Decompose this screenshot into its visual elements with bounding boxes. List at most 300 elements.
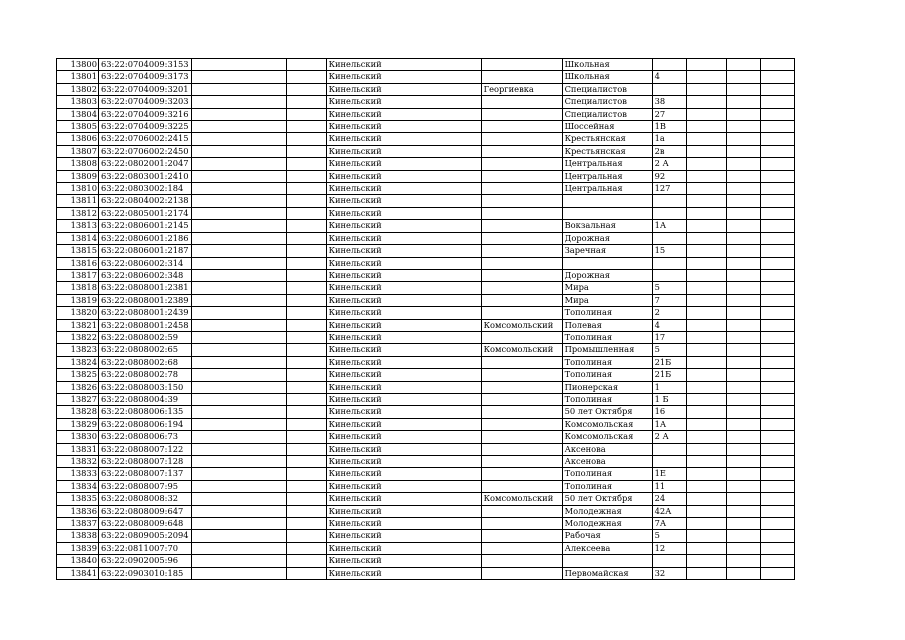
house-number-cell: 21Б [652, 356, 686, 368]
settlement-cell [481, 567, 562, 579]
empty-cell [726, 431, 760, 443]
settlement-cell [481, 406, 562, 418]
row-number-cell: 13820 [57, 307, 99, 319]
house-number-cell: 1А [652, 418, 686, 430]
empty-cell [726, 542, 760, 554]
empty-cell [686, 158, 726, 170]
house-number-cell [652, 456, 686, 468]
empty-cell [286, 567, 326, 579]
row-number-cell: 13806 [57, 133, 99, 145]
cadastral-number-cell: 63:22:0808002:65 [99, 344, 192, 356]
district-cell: Кинельский [326, 269, 481, 281]
row-number-cell: 13815 [57, 245, 99, 257]
house-number-cell: 15 [652, 245, 686, 257]
empty-cell [686, 555, 726, 567]
district-cell: Кинельский [326, 121, 481, 133]
empty-cell [760, 381, 794, 393]
empty-cell [726, 83, 760, 95]
empty-cell [191, 344, 286, 356]
settlement-cell [481, 555, 562, 567]
empty-cell [760, 555, 794, 567]
table-row [57, 505, 795, 517]
district-cell: Кинельский [326, 145, 481, 157]
cadastral-number-cell: 63:22:0808003:150 [99, 381, 192, 393]
row-number-cell: 13804 [57, 108, 99, 120]
empty-cell [686, 307, 726, 319]
district-cell: Кинельский [326, 158, 481, 170]
street-cell: Мира [562, 282, 652, 294]
row-number-cell: 13819 [57, 294, 99, 306]
cadastral-number-cell: 63:22:0802001:2047 [99, 158, 192, 170]
empty-cell [191, 406, 286, 418]
empty-cell [726, 245, 760, 257]
table-row [57, 555, 795, 567]
empty-cell [286, 145, 326, 157]
house-number-cell [652, 232, 686, 244]
street-cell: Тополиная [562, 369, 652, 381]
empty-cell [726, 530, 760, 542]
empty-cell [286, 269, 326, 281]
empty-cell [686, 505, 726, 517]
empty-cell [686, 232, 726, 244]
empty-cell [760, 170, 794, 182]
street-cell: Дорожная [562, 269, 652, 281]
empty-cell [726, 307, 760, 319]
cadastral-number-cell: 63:22:0808007:95 [99, 480, 192, 492]
table-row [57, 96, 795, 108]
cadastral-number-cell: 63:22:0704009:3203 [99, 96, 192, 108]
house-number-cell [652, 555, 686, 567]
empty-cell [686, 121, 726, 133]
empty-cell [191, 542, 286, 554]
settlement-cell [481, 158, 562, 170]
settlement-cell [481, 59, 562, 71]
empty-cell [760, 505, 794, 517]
house-number-cell: 32 [652, 567, 686, 579]
house-number-cell [652, 443, 686, 455]
district-cell: Кинельский [326, 96, 481, 108]
cadastral-number-cell: 63:22:0808009:648 [99, 518, 192, 530]
house-number-cell: 1 [652, 381, 686, 393]
street-cell [562, 207, 652, 219]
cadastral-number-cell: 63:22:0903010:185 [99, 567, 192, 579]
empty-cell [726, 183, 760, 195]
settlement-cell: Комсомольский [481, 344, 562, 356]
district-cell: Кинельский [326, 232, 481, 244]
row-number-cell: 13825 [57, 369, 99, 381]
table-row [57, 319, 795, 331]
street-cell: Тополиная [562, 480, 652, 492]
empty-cell [686, 170, 726, 182]
row-number-cell: 13801 [57, 71, 99, 83]
empty-cell [286, 71, 326, 83]
empty-cell [286, 83, 326, 95]
row-number-cell: 13812 [57, 207, 99, 219]
settlement-cell [481, 518, 562, 530]
district-cell: Кинельский [326, 344, 481, 356]
street-cell: Тополиная [562, 356, 652, 368]
street-cell: Полевая [562, 319, 652, 331]
empty-cell [726, 406, 760, 418]
street-cell: Молодежная [562, 505, 652, 517]
empty-cell [726, 170, 760, 182]
cadastral-number-cell: 63:22:0704009:3153 [99, 59, 192, 71]
table-row [57, 431, 795, 443]
empty-cell [686, 518, 726, 530]
empty-cell [286, 418, 326, 430]
empty-cell [686, 493, 726, 505]
empty-cell [686, 133, 726, 145]
cadastral-number-cell: 63:22:0706002:2415 [99, 133, 192, 145]
empty-cell [686, 393, 726, 405]
empty-cell [726, 269, 760, 281]
street-cell: Комсомольская [562, 418, 652, 430]
settlement-cell [481, 381, 562, 393]
empty-cell [191, 530, 286, 542]
street-cell: Специалистов [562, 83, 652, 95]
settlement-cell [481, 96, 562, 108]
empty-cell [191, 232, 286, 244]
district-cell: Кинельский [326, 456, 481, 468]
street-cell: Школьная [562, 59, 652, 71]
house-number-cell: 21Б [652, 369, 686, 381]
empty-cell [286, 319, 326, 331]
house-number-cell: 1 Б [652, 393, 686, 405]
empty-cell [286, 331, 326, 343]
empty-cell [686, 183, 726, 195]
empty-cell [760, 71, 794, 83]
empty-cell [760, 121, 794, 133]
empty-cell [286, 369, 326, 381]
settlement-cell [481, 431, 562, 443]
empty-cell [286, 431, 326, 443]
settlement-cell [481, 468, 562, 480]
street-cell: Аксенова [562, 456, 652, 468]
empty-cell [726, 108, 760, 120]
street-cell: Центральная [562, 158, 652, 170]
empty-cell [686, 96, 726, 108]
cadastral-number-cell: 63:22:0808001:2389 [99, 294, 192, 306]
table-row [57, 245, 795, 257]
street-cell: Тополиная [562, 393, 652, 405]
street-cell: Аксенова [562, 443, 652, 455]
table-row [57, 518, 795, 530]
district-cell: Кинельский [326, 369, 481, 381]
street-cell: Промышленная [562, 344, 652, 356]
empty-cell [726, 145, 760, 157]
district-cell: Кинельский [326, 530, 481, 542]
street-cell: Дорожная [562, 232, 652, 244]
table-row [57, 232, 795, 244]
table-row [57, 195, 795, 207]
settlement-cell [481, 294, 562, 306]
empty-cell [760, 456, 794, 468]
table-row [57, 133, 795, 145]
row-number-cell: 13833 [57, 468, 99, 480]
street-cell [562, 257, 652, 269]
settlement-cell [481, 356, 562, 368]
row-number-cell: 13800 [57, 59, 99, 71]
empty-cell [191, 108, 286, 120]
empty-cell [726, 232, 760, 244]
cadastral-number-cell: 63:22:0808001:2458 [99, 319, 192, 331]
district-cell: Кинельский [326, 567, 481, 579]
house-number-cell: 42А [652, 505, 686, 517]
table-row [57, 269, 795, 281]
cadastral-number-cell: 63:22:0706002:2450 [99, 145, 192, 157]
district-cell: Кинельский [326, 195, 481, 207]
cadastral-number-cell: 63:22:0803001:2410 [99, 170, 192, 182]
empty-cell [760, 245, 794, 257]
table-row [57, 71, 795, 83]
row-number-cell: 13807 [57, 145, 99, 157]
cadastral-number-cell: 63:22:0902005:96 [99, 555, 192, 567]
district-cell: Кинельский [326, 71, 481, 83]
house-number-cell [652, 257, 686, 269]
empty-cell [286, 356, 326, 368]
street-cell: Шоссейная [562, 121, 652, 133]
row-number-cell: 13817 [57, 269, 99, 281]
house-number-cell: 92 [652, 170, 686, 182]
house-number-cell: 2 [652, 307, 686, 319]
empty-cell [726, 71, 760, 83]
cadastral-number-cell: 63:22:0808006:135 [99, 406, 192, 418]
empty-cell [191, 431, 286, 443]
empty-cell [286, 183, 326, 195]
empty-cell [686, 257, 726, 269]
table-row [57, 567, 795, 579]
empty-cell [286, 530, 326, 542]
house-number-cell: 1В [652, 121, 686, 133]
street-cell: Комсомольская [562, 431, 652, 443]
row-number-cell: 13838 [57, 530, 99, 542]
empty-cell [726, 393, 760, 405]
empty-cell [726, 468, 760, 480]
empty-cell [760, 418, 794, 430]
empty-cell [286, 505, 326, 517]
table-row [57, 207, 795, 219]
empty-cell [760, 542, 794, 554]
street-cell: Школьная [562, 71, 652, 83]
street-cell: Тополиная [562, 331, 652, 343]
empty-cell [726, 96, 760, 108]
house-number-cell [652, 269, 686, 281]
settlement-cell [481, 282, 562, 294]
empty-cell [686, 319, 726, 331]
empty-cell [726, 480, 760, 492]
empty-cell [760, 518, 794, 530]
house-number-cell: 1Е [652, 468, 686, 480]
row-number-cell: 13802 [57, 83, 99, 95]
empty-cell [286, 245, 326, 257]
district-cell: Кинельский [326, 493, 481, 505]
empty-cell [726, 493, 760, 505]
house-number-cell: 5 [652, 530, 686, 542]
district-cell: Кинельский [326, 418, 481, 430]
cadastral-number-cell: 63:22:0805001:2174 [99, 207, 192, 219]
empty-cell [191, 443, 286, 455]
empty-cell [191, 356, 286, 368]
cadastral-number-cell: 63:22:0803002:184 [99, 183, 192, 195]
cadastral-number-cell: 63:22:0808001:2439 [99, 307, 192, 319]
settlement-cell [481, 257, 562, 269]
settlement-cell: Георгиевка [481, 83, 562, 95]
street-cell: Рабочая [562, 530, 652, 542]
cadastral-number-cell: 63:22:0808002:78 [99, 369, 192, 381]
settlement-cell [481, 505, 562, 517]
empty-cell [726, 158, 760, 170]
row-number-cell: 13841 [57, 567, 99, 579]
row-number-cell: 13837 [57, 518, 99, 530]
empty-cell [191, 71, 286, 83]
empty-cell [726, 356, 760, 368]
empty-cell [686, 220, 726, 232]
cadastral-number-cell: 63:22:0704009:3216 [99, 108, 192, 120]
settlement-cell [481, 195, 562, 207]
empty-cell [726, 294, 760, 306]
table-body [57, 59, 795, 580]
empty-cell [726, 418, 760, 430]
table-row [57, 456, 795, 468]
street-cell: Пионерская [562, 381, 652, 393]
empty-cell [760, 307, 794, 319]
empty-cell [760, 96, 794, 108]
empty-cell [286, 282, 326, 294]
district-cell: Кинельский [326, 393, 481, 405]
empty-cell [686, 145, 726, 157]
empty-cell [726, 207, 760, 219]
settlement-cell [481, 207, 562, 219]
empty-cell [760, 294, 794, 306]
empty-cell [191, 319, 286, 331]
cadastral-number-cell: 63:22:0704009:3201 [99, 83, 192, 95]
empty-cell [191, 369, 286, 381]
row-number-cell: 13831 [57, 443, 99, 455]
cadastral-number-cell: 63:22:0808006:194 [99, 418, 192, 430]
empty-cell [686, 567, 726, 579]
empty-cell [726, 220, 760, 232]
cadastral-number-cell: 63:22:0808002:59 [99, 331, 192, 343]
row-number-cell: 13810 [57, 183, 99, 195]
empty-cell [191, 555, 286, 567]
table-row [57, 468, 795, 480]
street-cell: Специалистов [562, 96, 652, 108]
empty-cell [760, 431, 794, 443]
settlement-cell [481, 307, 562, 319]
row-number-cell: 13805 [57, 121, 99, 133]
empty-cell [286, 542, 326, 554]
empty-cell [686, 431, 726, 443]
row-number-cell: 13834 [57, 480, 99, 492]
cadastral-number-cell: 63:22:0808007:137 [99, 468, 192, 480]
empty-cell [191, 207, 286, 219]
house-number-cell: 16 [652, 406, 686, 418]
empty-cell [191, 480, 286, 492]
street-cell: Заречная [562, 245, 652, 257]
empty-cell [191, 282, 286, 294]
empty-cell [686, 83, 726, 95]
row-number-cell: 13830 [57, 431, 99, 443]
empty-cell [686, 294, 726, 306]
settlement-cell [481, 456, 562, 468]
house-number-cell: 2в [652, 145, 686, 157]
empty-cell [760, 344, 794, 356]
settlement-cell [481, 530, 562, 542]
empty-cell [760, 406, 794, 418]
empty-cell [191, 257, 286, 269]
street-cell: Первомайская [562, 567, 652, 579]
empty-cell [760, 232, 794, 244]
empty-cell [191, 294, 286, 306]
district-cell: Кинельский [326, 294, 481, 306]
district-cell: Кинельский [326, 59, 481, 71]
house-number-cell: 5 [652, 282, 686, 294]
empty-cell [191, 195, 286, 207]
house-number-cell: 2 А [652, 431, 686, 443]
property-table [56, 58, 795, 580]
empty-cell [191, 133, 286, 145]
table-row [57, 344, 795, 356]
empty-cell [191, 307, 286, 319]
empty-cell [191, 418, 286, 430]
district-cell: Кинельский [326, 468, 481, 480]
street-cell: Специалистов [562, 108, 652, 120]
empty-cell [760, 493, 794, 505]
empty-cell [686, 456, 726, 468]
row-number-cell: 13803 [57, 96, 99, 108]
street-cell: Вокзальная [562, 220, 652, 232]
empty-cell [686, 245, 726, 257]
empty-cell [726, 257, 760, 269]
settlement-cell [481, 393, 562, 405]
cadastral-number-cell: 63:22:0804002:2138 [99, 195, 192, 207]
house-number-cell [652, 195, 686, 207]
row-number-cell: 13828 [57, 406, 99, 418]
empty-cell [726, 555, 760, 567]
house-number-cell: 17 [652, 331, 686, 343]
empty-cell [286, 468, 326, 480]
empty-cell [760, 468, 794, 480]
table-row [57, 145, 795, 157]
cadastral-number-cell: 63:22:0806001:2186 [99, 232, 192, 244]
row-number-cell: 13821 [57, 319, 99, 331]
empty-cell [191, 269, 286, 281]
settlement-cell [481, 145, 562, 157]
empty-cell [686, 344, 726, 356]
row-number-cell: 13811 [57, 195, 99, 207]
empty-cell [760, 183, 794, 195]
street-cell: Мира [562, 294, 652, 306]
house-number-cell: 27 [652, 108, 686, 120]
empty-cell [726, 133, 760, 145]
table-row [57, 59, 795, 71]
empty-cell [286, 480, 326, 492]
cadastral-number-cell: 63:22:0808002:68 [99, 356, 192, 368]
district-cell: Кинельский [326, 356, 481, 368]
empty-cell [286, 456, 326, 468]
empty-cell [191, 183, 286, 195]
district-cell: Кинельский [326, 381, 481, 393]
empty-cell [191, 381, 286, 393]
cadastral-number-cell: 63:22:0806002:314 [99, 257, 192, 269]
cadastral-number-cell: 63:22:0808004:39 [99, 393, 192, 405]
empty-cell [726, 121, 760, 133]
empty-cell [286, 443, 326, 455]
empty-cell [686, 108, 726, 120]
empty-cell [760, 83, 794, 95]
street-cell: 50 лет Октября [562, 493, 652, 505]
empty-cell [191, 158, 286, 170]
